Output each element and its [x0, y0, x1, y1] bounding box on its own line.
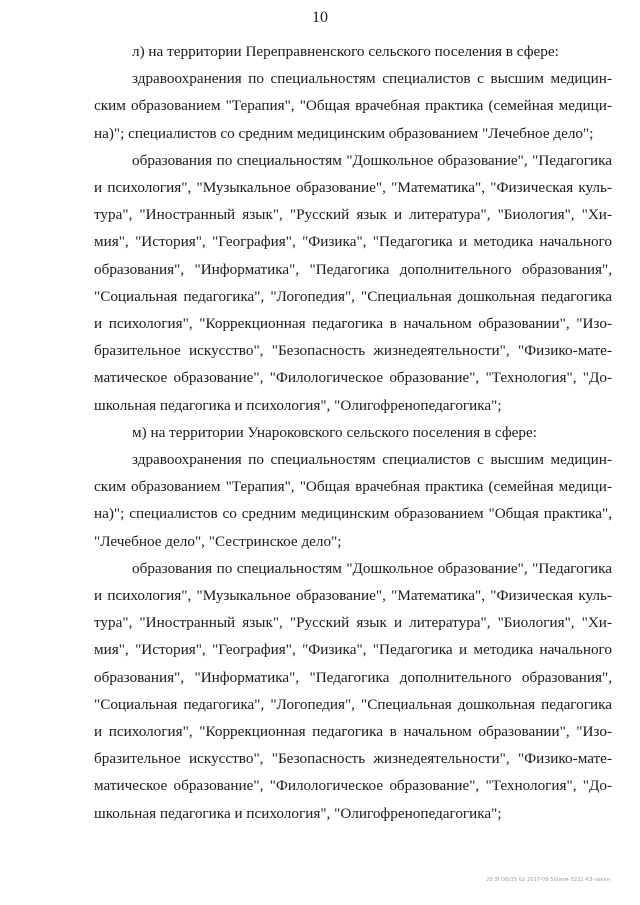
page-number: 10 [312, 9, 328, 26]
paragraph-m-healthcare: здравоохранения по специальностям специалистов с высшим медицинским образованием "Терапия", "Общая врачебная практика (семейная медицина)"; специалистов со средним медицинским образованием "Общая практика", "Лечебное дело", "Сестринское дело"; [94, 451, 612, 550]
paragraph-l-healthcare: здравоохранения по специальностям специалистов с высшим медицинским образованием "Терапия", "Общая врачебная практика (семейная медицина)"; специалистов со средним медицинским образованием "Лечебное дело"; [94, 70, 612, 142]
paragraph-m-heading: м) на территории Унароковского сельского поселения в сфере: [132, 423, 537, 441]
footer-document-code: 20 Зf OБ/15 02 2017-09 50/изм-3232-КЗ-закон [486, 877, 610, 883]
paragraph-l-heading: л) на территории Переправненского сельского поселения в сфере: [132, 43, 559, 60]
document-body [94, 38, 612, 827]
paragraph-m-education: образования по специальностям "Дошкольное образование", "Педагогика и психология", "Музыкальное образование", "Математика", "Физическая культура", "Иностранный язык", "Русский язык и литература", "Биология", "Химия", "История", "География", "Физика", "Педагогика и методика начального образования", "Информатика", "Педагогика дополнительного образования", "Социальная педагогика", "Логопедия", "Специальная дошкольная педагогика и психология", "Коррекционная педагогика в начальном образовании", "Изобразительное искусство", "Безопасность жизнедеятельности", "Физико-математическое образование", "Филологическое образование", "Технология", "Дошкольная педагогика и психология", "Олигофренопедагогика"; [94, 559, 612, 822]
paragraph-l-education: образования по специальностям "Дошкольное образование", "Педагогика и психология", "Музыкальное образование", "Математика", "Физическая культура", "Иностранный язык", "Русский язык и литература", "Биология", "Химия", "История", "География", "Физика", "Педагогика и методика начального образования", "Информатика", "Педагогика дополнительного образования", "Социальная педагогика", "Логопедия", "Специальная дошкольная педагогика и психология", "Коррекционная педагогика в начальном образовании", "Изобразительное искусство", "Безопасность жизнедеятельности", "Физико-математическое образование", "Филологическое образование", "Технология", "Дошкольная педагогика и психология", "Олигофренопедагогика"; [94, 151, 612, 414]
